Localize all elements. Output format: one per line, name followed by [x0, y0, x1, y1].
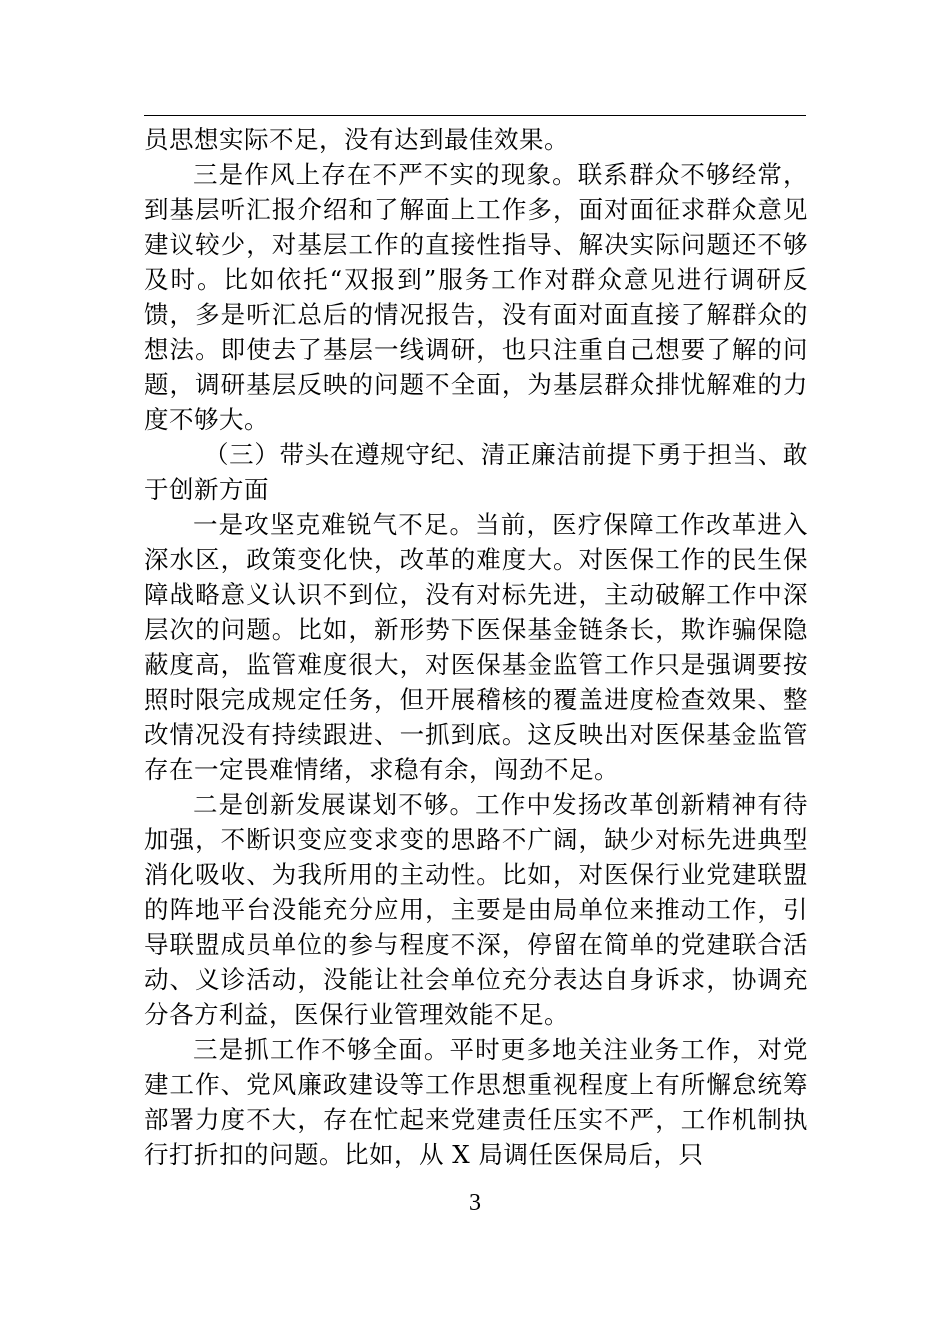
paragraph-innovation: 二是创新发展谋划不够。工作中发扬改革创新精神有待加强，不断识变应变求变的思路不广阔，缺少对标先进典型消化吸收、为我所用的主动性。比如，对医保行业党建联盟的阵地平台没能充分应用，主要是由局单位来推动工作，引导联盟成员单位的参与程度不深，停留在简单的党建联合活动、义诊活动，没能让社会单位充分表达自身诉求，协调充分各方利益，医保行业管理效能不足。 — [144, 790, 808, 1029]
paragraph-continuation: 员思想实际不足，没有达到最佳效果。 — [144, 125, 569, 154]
body-text — [144, 122, 808, 1172]
paragraph-tackling-difficulties: 一是攻坚克难锐气不足。当前，医疗保障工作改革进入深水区，政策变化快，改革的难度大。对医保工作的民生保障战略意义认识不到位，没有对标先进，主动破解工作中深层次的问题。比如，新形势下医保基金链条长，欺诈骗保隐蔽度高，监管难度很大，对医保基金监管工作只是强调要按照时限完成规定任务，但开展稽核的覆盖进度检查效果、整改情况没有持续跟进、一抓到底。这反映出对医保基金监管存在一定畏难情绪，求稳有余，闯劲不足。 — [144, 510, 808, 784]
paragraph-work-style: 三是作风上存在不严不实的现象。联系群众不够经常，到基层听汇报介绍和了解面上工作多，面对面征求群众意见建议较少，对基层工作的直接性指导、解决实际问题还不够及时。比如依托“双报到”服务工作对群众意见进行调研反馈，多是听汇总后的情况报告，没有面对面直接了解群众的想法。即使去了基层一线调研，也只注重自己想要了解的问题，调研基层反映的问题不全面，为基层群众排忧解难的力度不够大。 — [144, 160, 808, 434]
paragraph-comprehensive-work: 三是抓工作不够全面。平时更多地关注业务工作，对党建工作、党风廉政建设等工作思想重视程度上有所懈怠统筹部署力度不大，存在忙起来党建责任压实不严，工作机制执行打折扣的问题。比如，从 X 局调任医保局后，只 — [144, 1035, 808, 1169]
header-rule — [144, 115, 806, 116]
page-number: 3 — [469, 1190, 481, 1216]
section-heading-three: （三）带头在遵规守纪、清正廉洁前提下勇于担当、敢于创新方面 — [144, 440, 808, 504]
